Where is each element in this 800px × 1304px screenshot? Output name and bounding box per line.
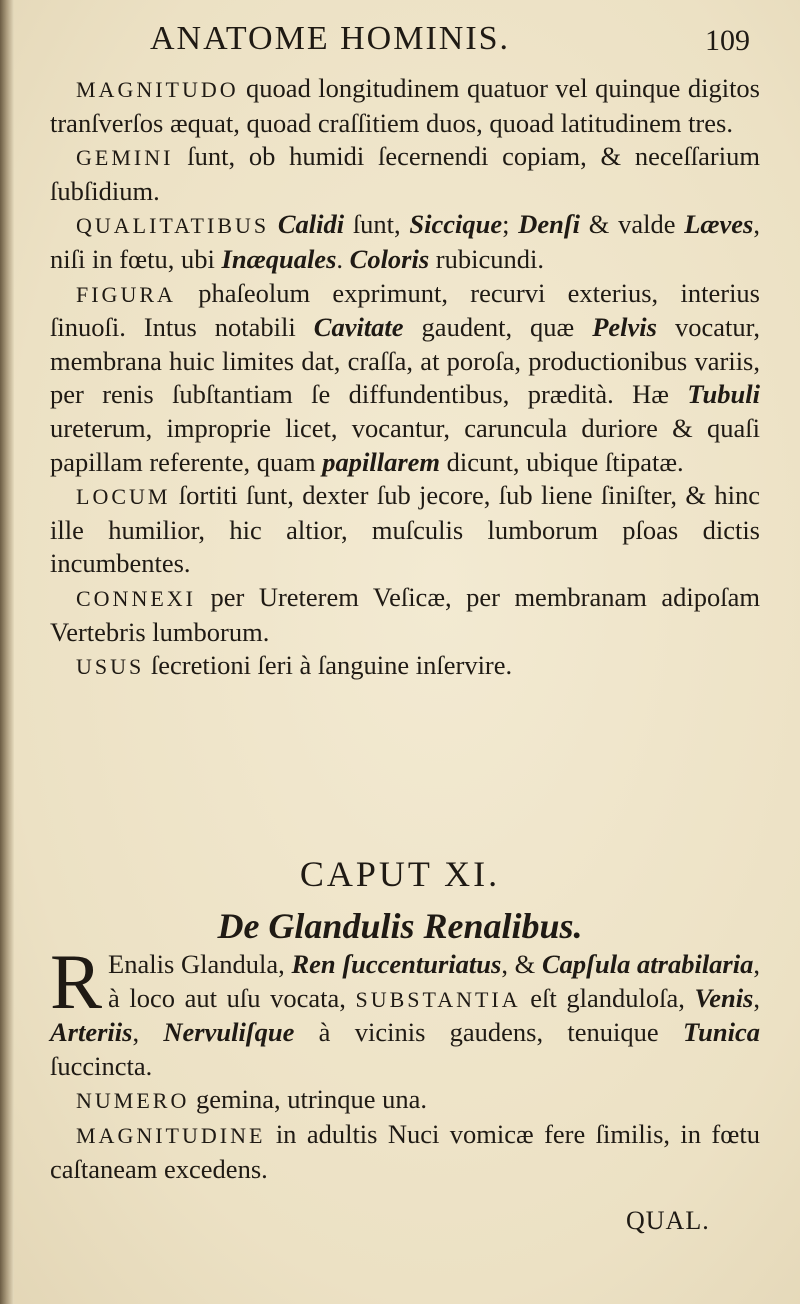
paragraph-text: ſuccincta.: [50, 1050, 153, 1081]
paragraph-text: & valde: [580, 209, 685, 240]
paragraph-label: LOCUM: [76, 484, 171, 510]
italic-term: Arteriis: [50, 1017, 133, 1048]
italic-term: Tunica: [682, 1017, 760, 1048]
paragraph-connexi: [50, 581, 760, 649]
italic-term: papillarem: [322, 446, 441, 477]
paragraph-text: , &: [501, 949, 542, 979]
page-number: 109: [705, 24, 750, 57]
drop-cap: R: [50, 938, 103, 1025]
paragraph-usus: [50, 649, 760, 684]
paragraph-label: MAGNITUDINE: [76, 1122, 266, 1148]
paragraph-qualitatibus: [50, 208, 760, 276]
paragraph-text: Enalis Glandula,: [108, 949, 292, 979]
paragraph-text: in adultis Nuci vomicæ fere ſimilis, in fœtu caſtaneam excedens.: [50, 1118, 760, 1184]
italic-term: Ren ſuccenturiatus: [291, 949, 502, 979]
paragraph-figura: [50, 277, 760, 480]
catchword: QUAL.: [626, 1206, 710, 1235]
paragraph-text: ſunt,: [344, 209, 410, 240]
paragraph-text: dicunt, ubique ſtipatæ.: [440, 446, 684, 477]
paragraph-intro: [50, 938, 760, 1083]
paragraph-text: à vicinis gaudens, tenuique: [294, 1017, 683, 1048]
paragraph-text: ſecretioni ſeri à ſanguine inſervire.: [144, 650, 513, 681]
chapter-subtitle: De Glandulis Renalibus.: [217, 906, 583, 946]
italic-term: Denſi: [518, 209, 581, 240]
chapter-title: CAPUT XI.: [299, 854, 501, 894]
paragraph-text: ;: [502, 209, 519, 240]
italic-term: Pelvis: [592, 312, 657, 343]
adrenal-section: [50, 938, 760, 1186]
paragraph-text: ſunt, ob humidi ſecernendi copiam, & neceſſarium ſubſidium.: [50, 141, 760, 206]
paragraph-text: rubicundi.: [429, 243, 544, 274]
paragraph-text: ureterum, improprie licet, vocantur, caruncula duriore & quaſi papillam referente, quam: [50, 412, 760, 477]
paragraph-label: GEMINI: [76, 145, 174, 171]
paragraph-label: SUBSTANTIA: [355, 986, 521, 1012]
paragraph-text: gemina, utrinque una.: [189, 1084, 428, 1115]
paragraph-numero: [50, 1083, 760, 1118]
paragraph-text: ,: [132, 1017, 164, 1048]
paragraph-label: NUMERO: [76, 1088, 190, 1114]
italic-term: Tubuli: [687, 379, 760, 410]
paragraph-text: gaudent, quæ: [403, 312, 593, 343]
italic-term: Inæquales: [221, 243, 337, 274]
paragraph-label: MAGNITUDO: [76, 77, 239, 102]
paragraph-text: phaſeolum exprimunt, recurvi exterius, interius ſinuoſi. Intus notabili: [50, 277, 760, 343]
italic-term: Nervuliſque: [163, 1017, 295, 1048]
paragraph-magnitudo: [50, 72, 760, 140]
paragraph-text: quoad longitudinem quatuor vel quinque digitos tranſverſos æquat, quoad craſſitiem duos, quoad latitudinem tres.: [50, 73, 760, 138]
paragraph-label: USUS: [76, 654, 145, 680]
paragraph-magnitudine: [50, 1118, 760, 1186]
italic-term: Cavitate: [313, 312, 404, 343]
paragraph-text: , à loco aut uſu vocata,: [108, 949, 760, 1013]
paragraph-text: per Ureterem Veſicæ, per membranam adipoſam Vertebris lumborum.: [50, 581, 760, 647]
italic-term: Capſula atrabilaria: [541, 949, 754, 979]
paragraph-gemini: [50, 140, 760, 208]
paragraph-text: vocatur, membrana huic limites dat, craſſa, at poroſa, productionibus variis, per renis ſubſtantiam ſe diffundentibus, prædità. Hæ: [50, 312, 761, 410]
paragraph-text: ,: [753, 982, 760, 1013]
paragraph-label: FIGURA: [76, 281, 176, 307]
page-gutter-shadow: [0, 0, 14, 1304]
paragraph-text: ſortiti ſunt, dexter ſub jecore, ſub liene ſiniſter, & hinc ille humilior, hic altior, muſculis lumborum pſoas dictis incumbentes.: [50, 480, 760, 579]
italic-term: Calidi: [277, 209, 345, 240]
paragraph-text: , niſi in fœtu, ubi: [50, 209, 760, 274]
running-head: ANATOME HOMINIS.: [150, 20, 511, 57]
paragraph-label: CONNEXI: [76, 585, 196, 611]
italic-term: Venis: [694, 982, 754, 1013]
italic-term: Coloris: [349, 243, 430, 274]
paragraph-text: .: [336, 243, 350, 274]
italic-term: Siccique: [409, 209, 503, 240]
kidney-section: [50, 72, 760, 684]
paragraph-locum: [50, 479, 760, 581]
page-header: [150, 16, 750, 66]
paragraph-text: eſt glanduloſa,: [520, 982, 695, 1013]
paragraph-label: QUALITATIBUS: [76, 213, 270, 239]
italic-term: Læves: [684, 209, 754, 240]
